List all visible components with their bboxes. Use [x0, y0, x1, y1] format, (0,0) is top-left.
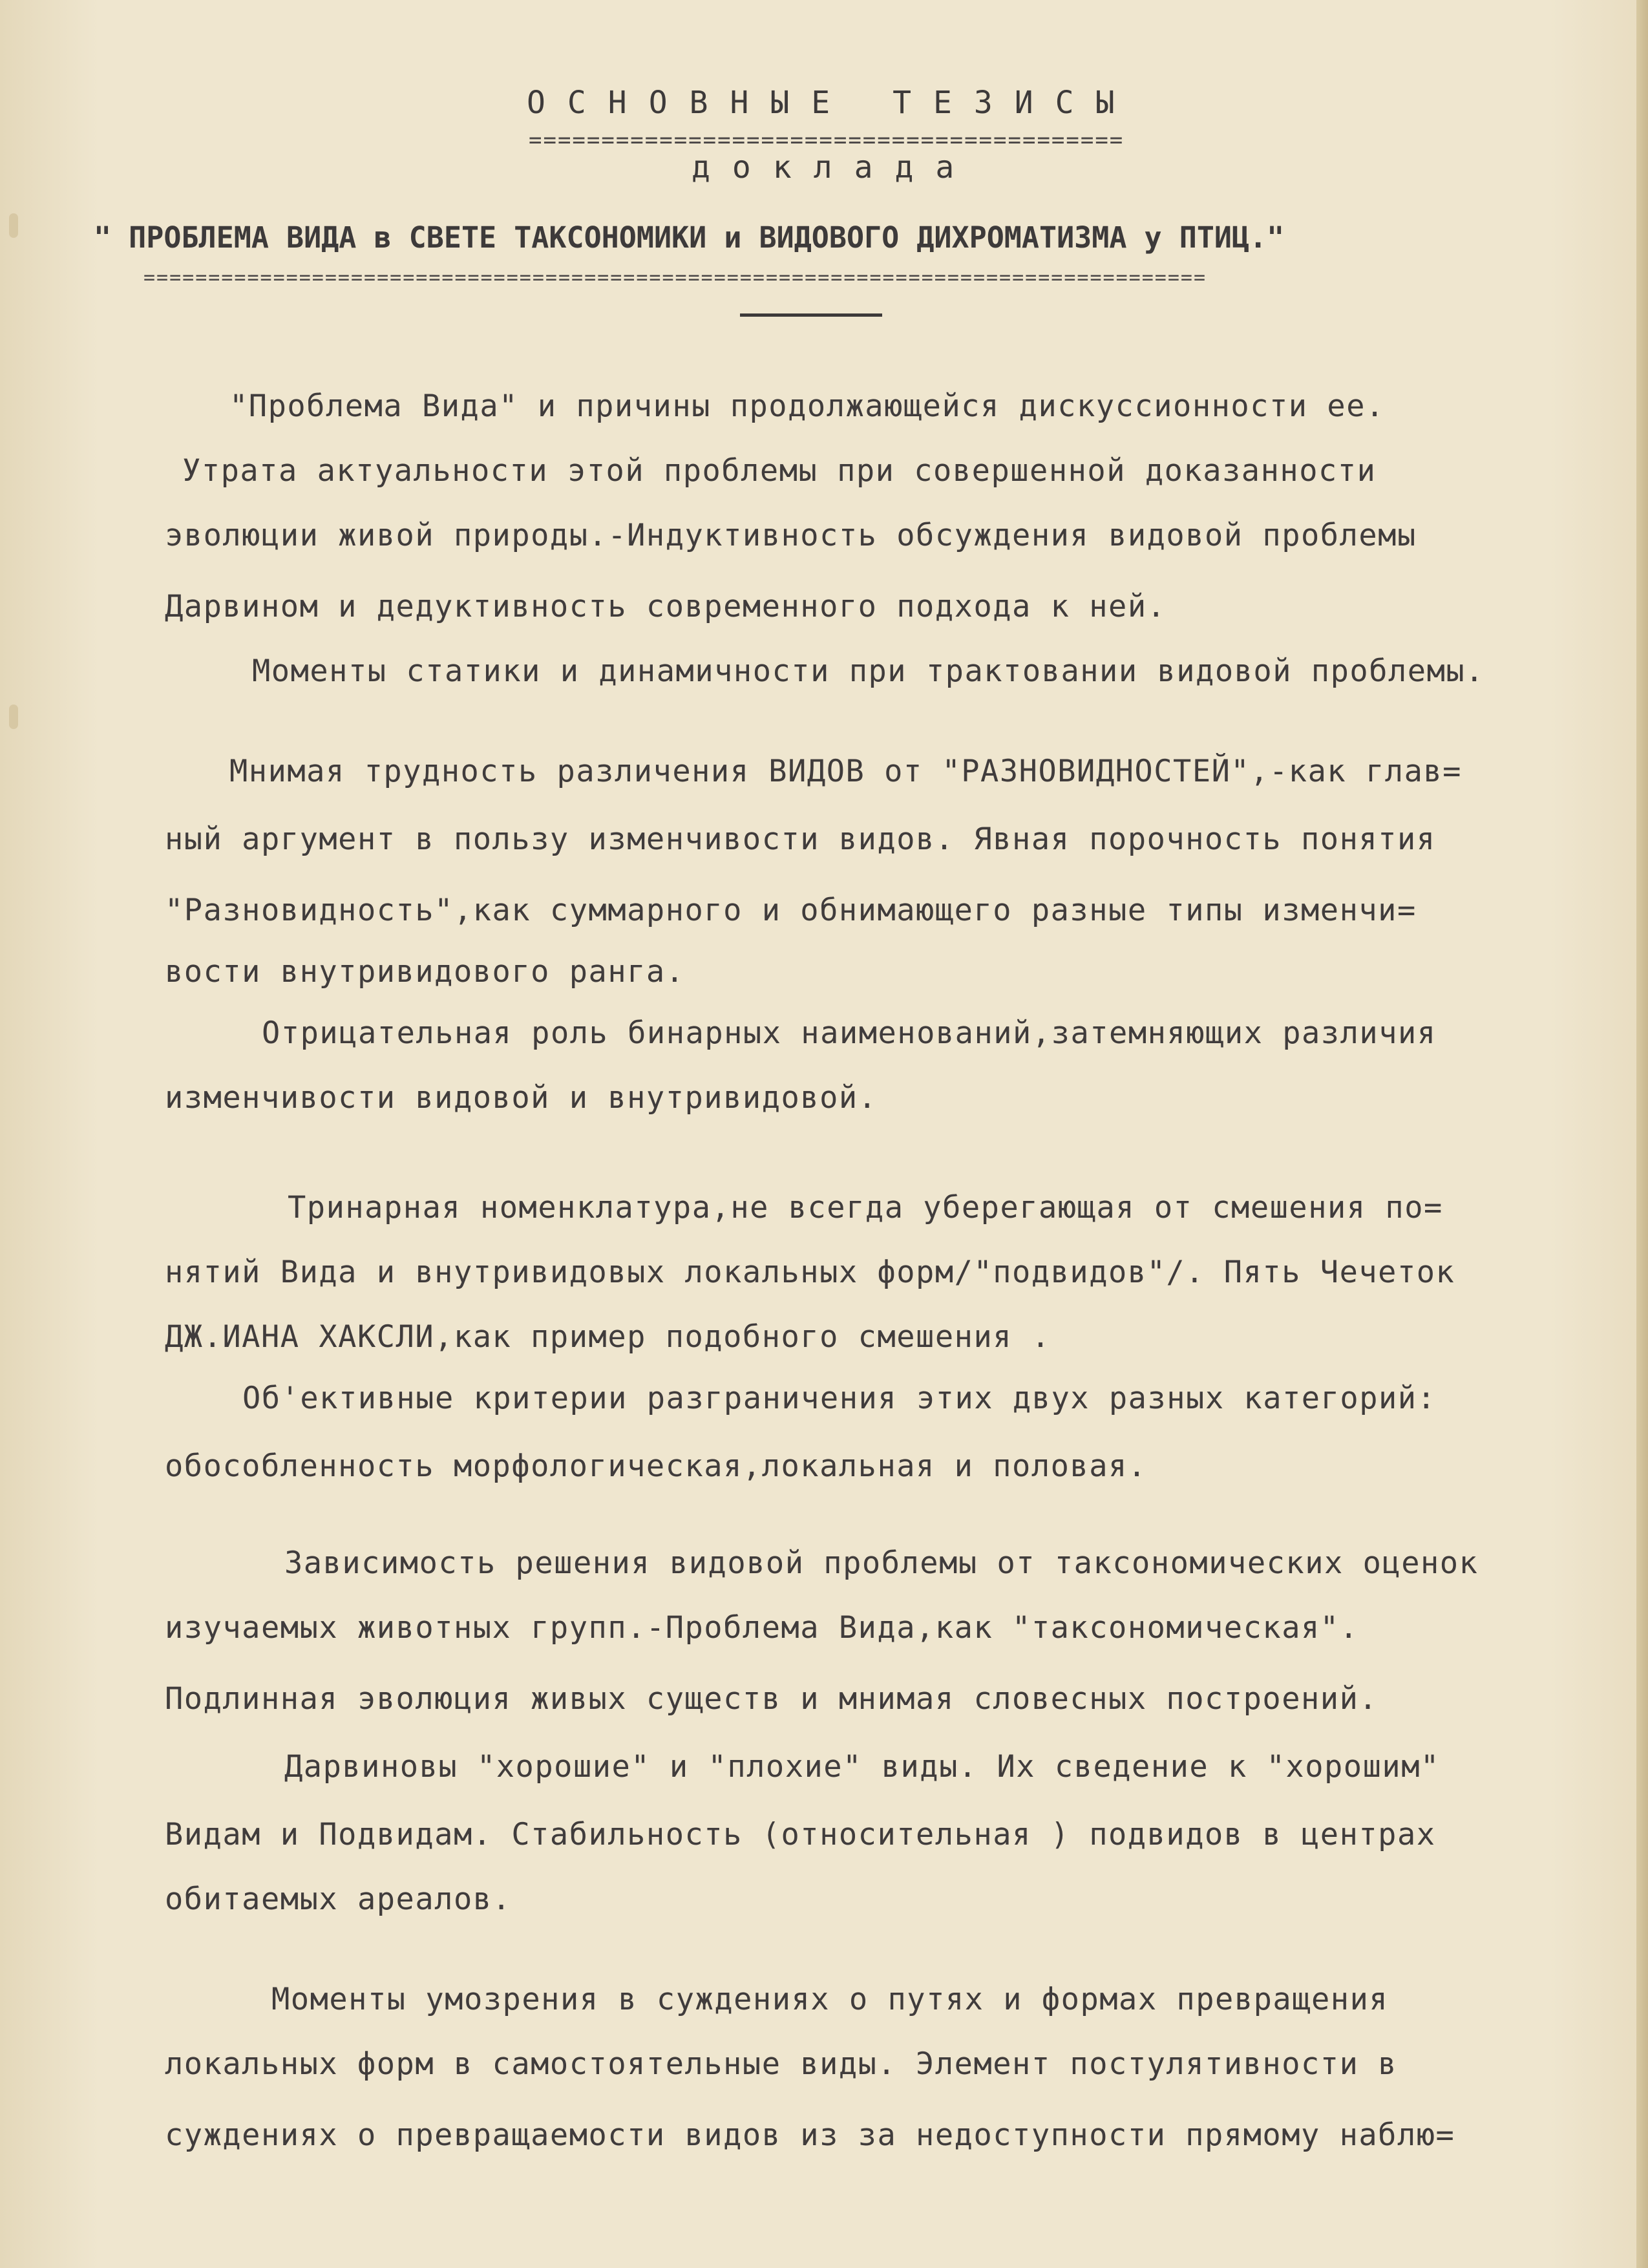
text-line: обособленность морфологическая,локальная и половая.: [165, 1448, 1147, 1484]
text-line: Тринарная номенклатура,не всегда уберегающая от смешения по=: [288, 1190, 1443, 1225]
text-line: Дарвиновы "хорошие" и "плохие" виды. Их сведение к "хорошим": [284, 1749, 1440, 1785]
text-line: Подлинная эволюция живых существ и мнимая словесных построений.: [165, 1681, 1379, 1717]
binder-mark: [9, 213, 18, 238]
text-line: ный аргумент в пользу изменчивости видов. Явная порочность понятия: [165, 821, 1436, 857]
text-line: "Проблема Вида" и причины продолжающейся дискуссионности ее.: [229, 388, 1385, 424]
text-line: Отрицательная роль бинарных наименований,затемняющих различия: [262, 1015, 1437, 1051]
binder-mark: [9, 705, 18, 729]
text-line: суждениях о превращаемости видов из за недоступности прямому наблю=: [165, 2117, 1455, 2153]
text-line: ДЖ.ИАНА ХАКСЛИ,как пример подобного смешения .: [165, 1319, 1051, 1355]
text-line: Об'ективные критерии разграничения этих двух разных категорий:: [242, 1381, 1437, 1416]
paper-edge: [1636, 0, 1648, 2268]
text-line: изменчивости видовой и внутривидовой.: [165, 1080, 878, 1116]
report-topic: " ПРОБЛЕМА ВИДА в СВЕТЕ ТАКСОНОМИКИ и ВИДОВОГО ДИХРОМАТИЗМА у ПТИЦ.": [94, 220, 1285, 255]
text-line: Дарвином и дедуктивность современного подхода к ней.: [165, 589, 1167, 624]
text-line: "Разновидность",как суммарного и обнимающего разные типы изменчи=: [165, 893, 1417, 928]
text-line: Моменты статики и динамичности при трактовании видовой проблемы.: [252, 653, 1484, 689]
text-line: обитаемых ареалов.: [165, 1881, 512, 1917]
text-line: Утрата актуальности этой проблемы при совершенной доказанности: [182, 453, 1377, 489]
separator-dash: [740, 313, 882, 317]
text-line: эволюции живой природы.-Индуктивность обсуждения видовой проблемы: [165, 518, 1417, 553]
topic-underline: ==================================================================================: [143, 266, 1207, 289]
text-line: Видам и Подвидам. Стабильность (относительная ) подвидов в центрах: [165, 1817, 1436, 1852]
document-subtitle: доклада: [692, 149, 977, 185]
title-underline: =========================================: [529, 127, 1125, 153]
text-line: локальных форм в самостоятельные виды. Элемент постулятивности в: [165, 2046, 1397, 2082]
document-title: ОСНОВНЫЕ ТЕЗИСЫ: [527, 85, 1137, 121]
text-line: Моменты умозрения в суждениях о путях и формах превращения: [271, 1982, 1389, 2017]
text-line: нятий Вида и внутривидовых локальных форм/"подвидов"/. Пять Чечеток: [165, 1255, 1455, 1290]
text-line: изучаемых животных групп.-Проблема Вида,как "таксономическая".: [165, 1610, 1359, 1646]
text-line: Мнимая трудность различения ВИДОВ от "РАЗНОВИДНОСТЕЙ",-как глав=: [229, 754, 1462, 789]
text-line: Зависимость решения видовой проблемы от таксономических оценок: [284, 1545, 1479, 1581]
text-line: вости внутривидового ранга.: [165, 954, 685, 990]
